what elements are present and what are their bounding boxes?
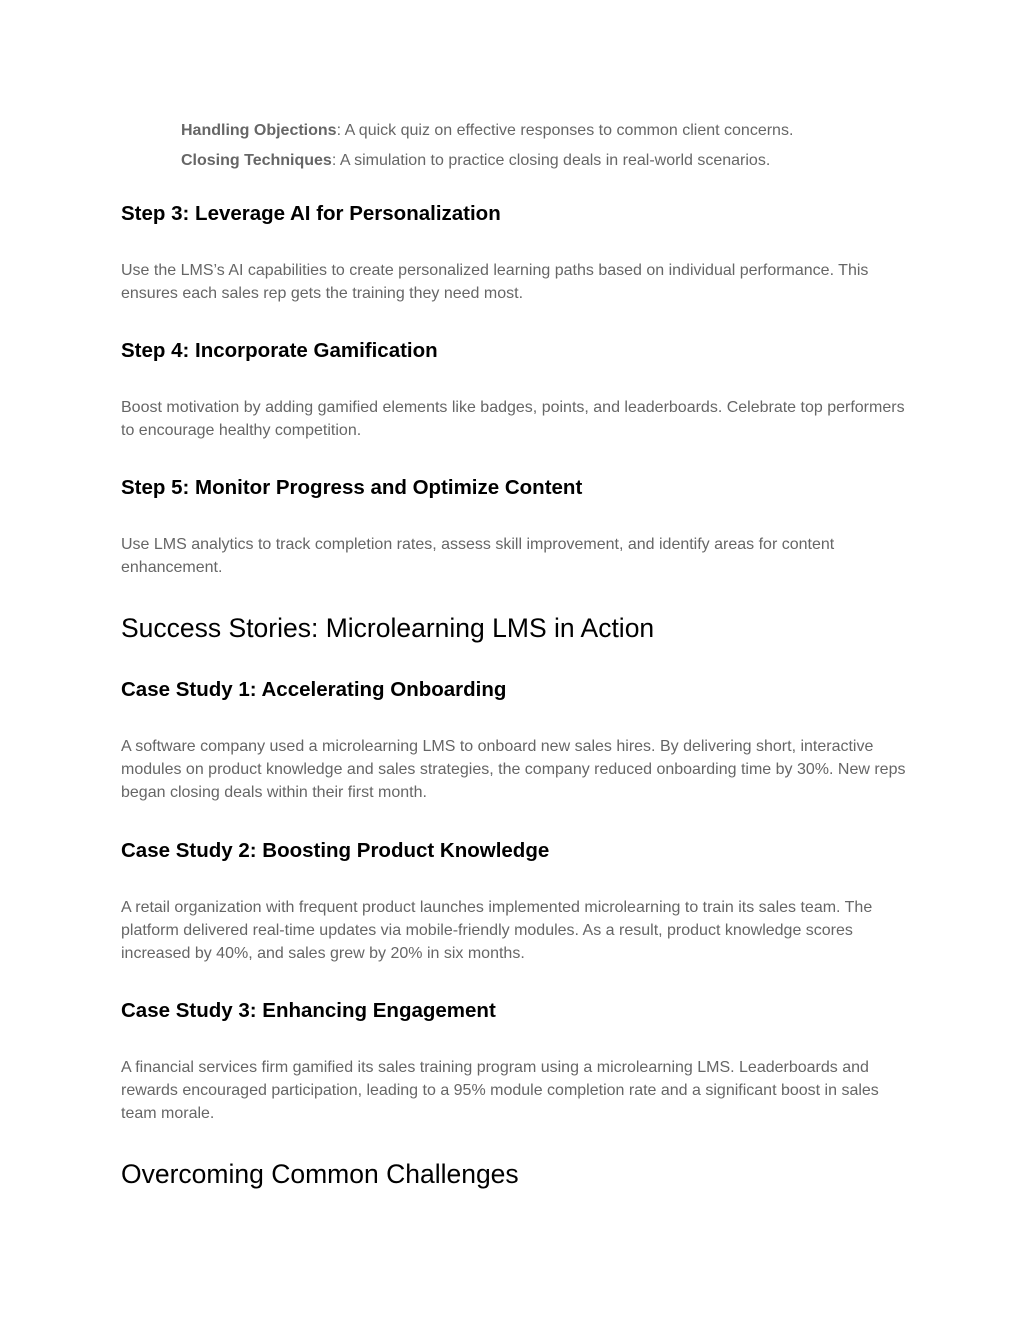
- challenges-heading: Overcoming Common Challenges: [121, 1159, 519, 1189]
- step-3-heading: Step 3: Leverage AI for Personalization: [121, 202, 501, 225]
- step-5-body: Use LMS analytics to track completion rates, assess skill improvement, and identify areas for content enhancement.: [121, 536, 835, 576]
- case-study-2-body: A retail organization with frequent product launches implemented microlearning to train its sales team. The platform delivered real-time updates via mobile-friendly modules. As a result, product knowledge scores increased by 40%, and sales grew by 20% in six months.: [121, 899, 873, 962]
- bullet-description: : A simulation to practice closing deals in real-world scenarios.: [331, 152, 771, 169]
- bullet-closing-techniques: [181, 151, 770, 171]
- bullet-term: Closing Techniques: [181, 152, 332, 169]
- step-4-heading: Step 4: Incorporate Gamification: [121, 339, 438, 362]
- bullet-description: : A quick quiz on effective responses to common client concerns.: [336, 122, 794, 139]
- case-study-2-heading: Case Study 2: Boosting Product Knowledge: [121, 839, 550, 862]
- bullet-handling-objections: [181, 121, 793, 141]
- step-3-body: Use the LMS’s AI capabilities to create personalized learning paths based on individual performance. This ensures each sales rep gets the training they need most.: [121, 262, 869, 302]
- bullet-term: Handling Objections: [181, 122, 337, 139]
- step-4-body: Boost motivation by adding gamified elements like badges, points, and leaderboards. Celebrate top performers to encourage healthy competition.: [121, 399, 905, 439]
- case-study-1-body: A software company used a microlearning LMS to onboard new sales hires. By delivering short, interactive modules on product knowledge and sales strategies, the company reduced onboarding time by 30%. New reps began closing deals within their first month.: [121, 738, 906, 801]
- case-study-1-heading: Case Study 1: Accelerating Onboarding: [121, 678, 507, 701]
- case-study-3-body: A financial services firm gamified its sales training program using a microlearning LMS. Leaderboards and rewards encouraged participation, leading to a 95% module completion rate and a significant boost in sales team morale.: [121, 1059, 879, 1122]
- success-stories-heading: Success Stories: Microlearning LMS in Action: [121, 613, 655, 643]
- case-study-3-heading: Case Study 3: Enhancing Engagement: [121, 999, 496, 1022]
- step-5-heading: Step 5: Monitor Progress and Optimize Content: [121, 476, 583, 499]
